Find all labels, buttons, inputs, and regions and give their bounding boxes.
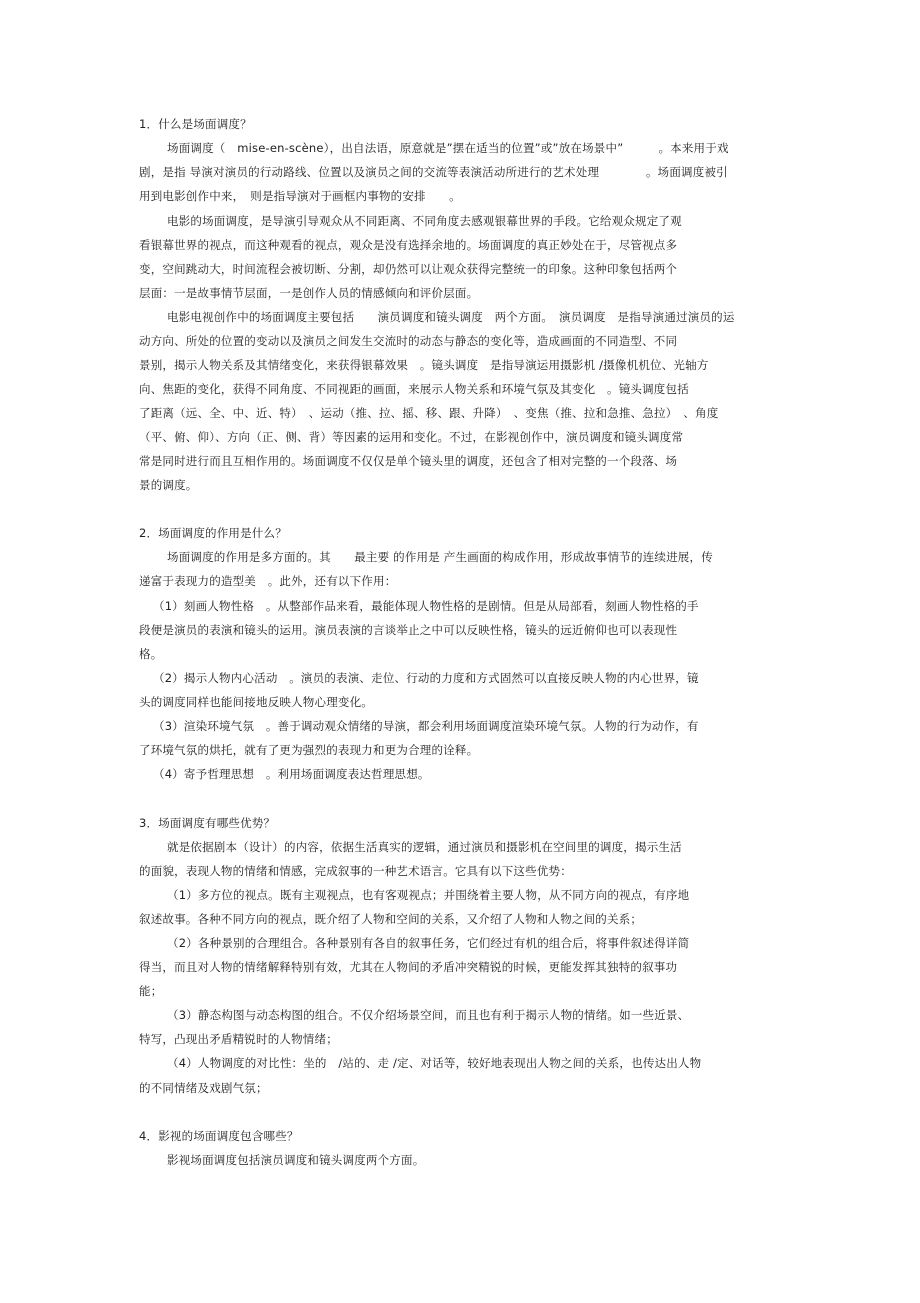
section-1-line-4: 电影的场面调度，是导演引导观众从不同距离、不同角度去感观银幕世界的手段。它给观众规定了观: [167, 214, 682, 228]
section-2-line-3: （1）刻画人物性格 。从整部作品来看，最能体现人物性格的是剧情。但是从局部看，刻画人物性格的手: [153, 599, 699, 613]
section-1-line-1: 场面调度（ mise-en-scène），出自法语，原意就是”摆在适当的位置”或”放在场景中” 。本来用于戏: [167, 141, 729, 155]
section-1-line-2: 剧，是指 导演对演员的行动路线、位置以及演员之间的交流等表演活动所进行的艺术处理 。场面调度被引: [139, 165, 728, 179]
section-1-heading: 1．什么是场面调度？: [139, 117, 252, 131]
section-3-line-4: 叙述故事。各种不同方向的视点，既介绍了人物和空间的关系，又介绍了人物和人物之间的关系；: [139, 912, 643, 926]
section-3-line-6: 得当，而且对人物的情绪解释特别有效，尤其在人物间的矛盾冲突精锐的时候，更能发挥其独特的叙事功: [139, 960, 678, 974]
section-2-line-5: 格。: [139, 647, 163, 661]
section-1-line-3: 用到电影创作中来， 则是指导演对于画框内事物的安排 。: [139, 189, 461, 203]
section-1-line-15: 景的调度。: [139, 478, 198, 492]
section-4-heading: 4．影视的场面调度包含哪些？: [139, 1129, 299, 1143]
section-1-line-13: （平、俯、仰）、方向（正、侧、背）等因素的运用和变化。不过，在影视创作中，演员调度和镜头调度常: [139, 430, 684, 444]
section-3-line-7: 能；: [139, 984, 163, 998]
section-3-line-5: （2）各种景别的合理组合。各种景别有各自的叙事任务，它们经过有机的组合后，将事件叙述得详简: [167, 936, 690, 950]
section-2-line-6: （2）揭示人物内心活动 。演员的表演、走位、行动的力度和方式固然可以直接反映人物的内心世界，镜: [153, 671, 699, 685]
section-2-heading: 2．场面调度的作用是什么？: [139, 526, 287, 540]
section-1-line-9: 动方向、所处的位置的变动以及演员之间发生交流时的动态与静态的变化等，造成画面的不同造型、不同: [139, 334, 678, 348]
section-3-line-10: （4）人物调度的对比性：坐的 /站的、走 /定、对话等，较好地表现出人物之间的关系，也传达出人物: [167, 1056, 702, 1070]
section-1-line-6: 变，空间跳动大，时间流程会被切断、分割，却仍然可以让观众获得完整统一的印象。这种印象包括两个: [139, 262, 678, 276]
section-3-line-8: （3）静态构图与动态构图的组合。不仅介绍场景空间，而且也有利于揭示人物的情绪。如一些近景、: [167, 1008, 690, 1022]
section-3-line-3: （1）多方位的视点。既有主观视点，也有客观视点；并围绕着主要人物，从不同方向的视点，有序地: [167, 888, 690, 902]
section-3-line-1: 就是依据剧本（设计）的内容，依据生活真实的逻辑，通过演员和摄影机在空间里的调度，揭示生活: [167, 840, 682, 854]
section-2-line-10: （4）寄予哲理思想 。利用场面调度表达哲理思想。: [153, 767, 430, 781]
section-1-line-11: 向、焦距的变化，获得不同角度、不同视距的画面，来展示人物关系和环境气氛及其变化 。镜头调度包括: [139, 382, 689, 396]
section-3-heading: 3．场面调度有哪些优势？: [139, 816, 276, 830]
section-2-line-8: （3）渲染环境气氛 。善于调动观众情绪的导演，都会利用场面调度渲染环境气氛。人物的行为动作，有: [153, 719, 699, 733]
section-1-line-5: 看银幕世界的视点，而这种观看的视点，观众是没有选择余地的。场面调度的真正妙处在于，尽管视点多: [139, 238, 678, 252]
section-2-line-7: 头的调度同样也能间接地反映人物心理变化。: [139, 695, 373, 709]
section-1-line-14: 常是同时进行而且互相作用的。场面调度不仅仅是单个镜头里的调度，还包含了相对完整的一个段落、场: [139, 454, 678, 468]
section-2-line-1: 场面调度的作用是多方面的。其 最主要 的作用是 产生画面的构成作用，形成故事情节的连续进展，传: [167, 550, 713, 564]
section-3-line-2: 的面貌，表现人物的情绪和情感，完成叙事的一种艺术语言。它具有以下这些优势：: [139, 864, 572, 878]
section-1-line-7: 层面：一是故事情节层面，一是创作人员的情感倾向和评价层面。: [139, 286, 479, 300]
section-3-line-11: 的不同情绪及戏剧气氛；: [139, 1081, 268, 1095]
section-1-line-10: 景别，揭示人物关系及其情绪变化，来获得银幕效果 。镜头调度 是指导演运用摄影机 /摄像机机位、光轴方: [139, 358, 709, 372]
section-3-line-9: 特写，凸现出矛盾精锐时的人物情绪；: [139, 1032, 338, 1046]
section-1-line-8: 电影电视创作中的场面调度主要包括 演员调度和镜头调度 两个方面。 演员调度 是指导演通过演员的运: [167, 310, 735, 324]
section-2-line-9: 了环境气氛的烘托，就有了更为强烈的表现力和更为合理的诠释。: [139, 743, 479, 757]
section-2-line-4: 段便是演员的表演和镜头的运用。演员表演的言谈举止之中可以反映性格，镜头的远近俯仰也可以表现性: [139, 623, 678, 637]
section-2-line-2: 递富于表现力的造型美 。此外，还有以下作用：: [139, 574, 397, 588]
section-4-line-1: 影视场面调度包括演员调度和镜头调度两个方面。: [167, 1153, 425, 1167]
section-1-line-12: 了距离（远、全、中、近、特） 、运动（推、拉、摇、移、跟、升降） 、变焦（推、拉和急推、急拉） 、角度: [139, 406, 719, 420]
